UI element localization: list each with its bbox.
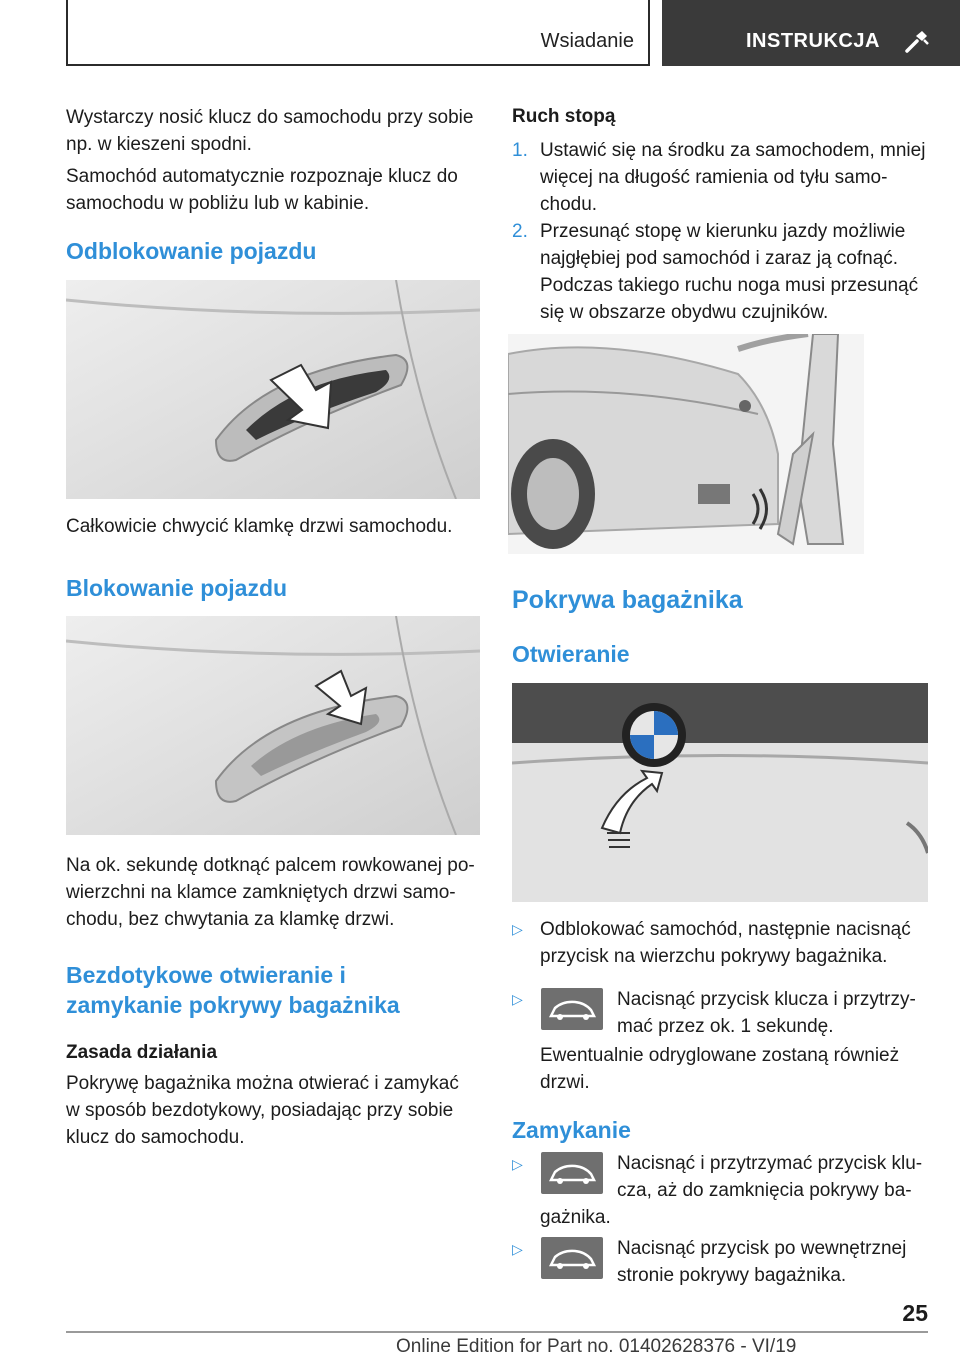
unlock-heading: Odblokowanie pojazdu	[66, 238, 317, 264]
text-line: Ustawić się na środku za samochodem, mniej	[540, 140, 926, 161]
heading-line: zamykanie pokrywy bagażnika	[66, 992, 400, 1018]
foot-movement-heading: Ruch stopą	[512, 106, 616, 127]
door-handle-touch-illustration	[66, 616, 480, 835]
text-line: najgłębiej pod samochód i zaraz ją cofnąć.	[540, 248, 899, 269]
step-2	[512, 218, 932, 328]
intro-paragraph-2	[66, 163, 458, 217]
touchless-heading	[66, 960, 400, 1020]
text-line: Pokrywę bagażnika można otwierać i zamykać	[66, 1073, 459, 1094]
text-line: np. w kieszeni spodni.	[66, 134, 252, 155]
lock-caption	[66, 852, 475, 933]
lock-heading: Blokowanie pojazdu	[66, 575, 288, 601]
trunk-button-illustration	[512, 683, 928, 902]
door-handle-grip-illustration	[66, 280, 480, 499]
open-item-2-note	[540, 1042, 899, 1096]
wrench-icon	[904, 28, 930, 54]
text-line: Odblokować samochód, następnie nacisnąć	[540, 919, 911, 940]
close-item-1-top	[617, 1150, 922, 1204]
text-line: Wystarczy nosić klucz do samochodu przy sobie	[66, 107, 474, 128]
closing-heading: Zamykanie	[512, 1117, 631, 1143]
unlock-caption: Całkowicie chwycić klamkę drzwi samochodu.	[66, 516, 453, 537]
text-line: w sposób bezdotykowy, posiadając przy sobie	[66, 1100, 454, 1121]
step-number: 2.	[512, 221, 528, 242]
trunk-key-button-icon	[541, 988, 603, 1030]
text-line: Przesunąć stopę w kierunku jazdy możliwie	[540, 221, 906, 242]
step-number: 1.	[512, 140, 528, 161]
header-section-label: Wsiadanie	[540, 30, 634, 52]
bullet-icon: ▷	[512, 991, 523, 1007]
header-chapter-label: INSTRUKCJA	[746, 30, 880, 52]
text-line: Nacisnąć przycisk klucza i przytrzy-	[617, 989, 916, 1010]
text-line: Ewentualnie odryglowane zostaną również	[540, 1045, 900, 1066]
text-line: chodu.	[540, 194, 598, 215]
text-line: Nacisnąć i przytrzymać przycisk klu-	[617, 1153, 923, 1174]
close-item-1-bottom: gażnika.	[540, 1207, 611, 1228]
text-line: mać przez ok. 1 sekundę.	[617, 1016, 834, 1037]
footer-edition: Online Edition for Part no. 01402628376 - VI/19	[396, 1336, 797, 1357]
page-number: 25	[902, 1300, 928, 1326]
open-item-1	[540, 916, 911, 970]
text-line: Podczas takiego ruchu noga musi przesunąć	[540, 275, 919, 296]
text-line: drzwi.	[540, 1072, 590, 1093]
text-line: chodu, bez chwytania za klamkę drzwi.	[66, 909, 395, 930]
opening-heading: Otwieranie	[512, 641, 630, 667]
principle-text	[66, 1070, 459, 1151]
text-line: Samochód automatycznie rozpoznaje klucz do	[66, 166, 458, 187]
bullet-icon: ▷	[512, 921, 523, 937]
text-line: więcej na długość ramienia od tyłu samo-	[540, 167, 888, 188]
step-text	[540, 218, 918, 326]
text-line: cza, aż do zamknięcia pokrywy ba-	[617, 1180, 912, 1201]
step-text	[540, 137, 925, 218]
bullet-icon: ▷	[512, 1156, 523, 1172]
text-line: wierzchni na klamce zamkniętych drzwi samo-	[66, 882, 456, 903]
text-line: Nacisnąć przycisk po wewnętrznej	[617, 1238, 907, 1259]
text-line: samochodu w pobliżu lub w kabinie.	[66, 193, 370, 214]
text-line: Na ok. sekundę dotknąć palcem rowkowanej po-	[66, 855, 475, 876]
footer-divider	[66, 1331, 928, 1333]
text-line: stronie pokrywy bagażnika.	[617, 1265, 847, 1286]
trunk-key-button-icon	[541, 1152, 603, 1194]
header-section-box	[66, 0, 650, 66]
header-chapter-box	[662, 0, 960, 66]
principle-heading: Zasada działania	[66, 1042, 218, 1063]
intro-paragraph-1	[66, 104, 473, 158]
trunk-heading: Pokrywa bagażnika	[512, 586, 743, 614]
text-line: klucz do samochodu.	[66, 1127, 245, 1148]
step-1	[512, 137, 932, 221]
text-line: się w obszarze obydwu czujników.	[540, 302, 829, 323]
trunk-key-button-icon	[541, 1237, 603, 1279]
car-rear-foot-sensor-illustration	[508, 334, 864, 554]
text-line: przycisk na wierzchu pokrywy bagażnika.	[540, 946, 888, 967]
open-item-2	[617, 986, 916, 1040]
heading-line: Bezdotykowe otwieranie i	[66, 962, 346, 988]
close-item-2	[617, 1235, 906, 1289]
bullet-icon: ▷	[512, 1241, 523, 1257]
